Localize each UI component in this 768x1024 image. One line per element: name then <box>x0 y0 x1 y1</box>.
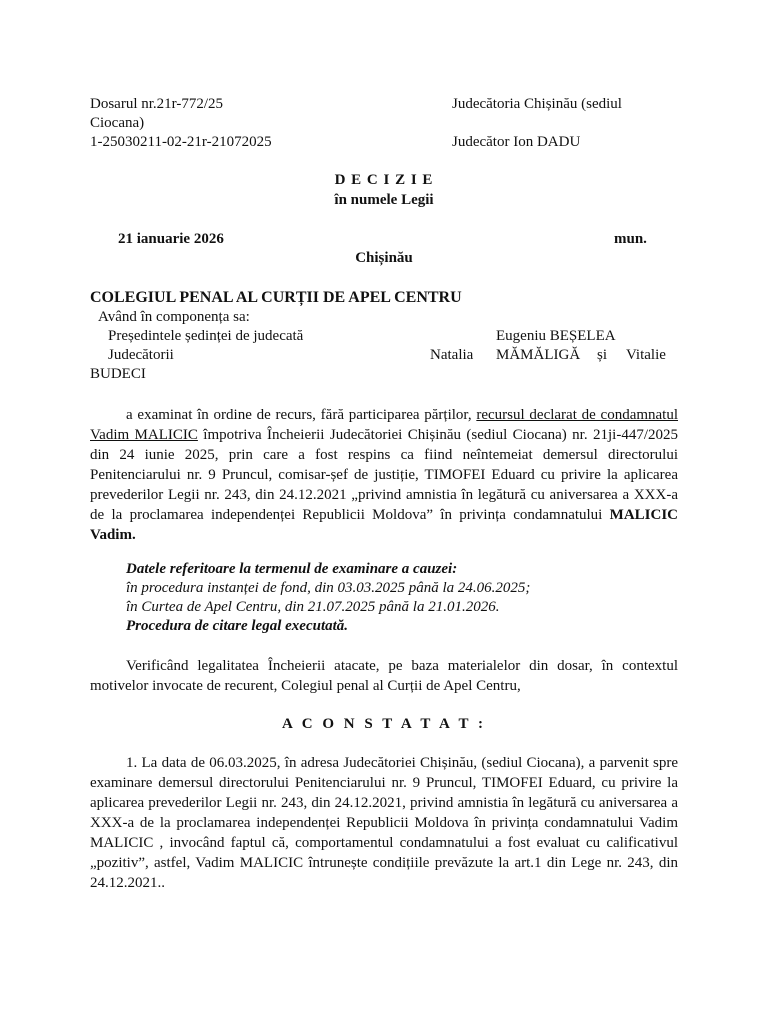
judge1-last-name: MĂMĂLIGĂ <box>496 347 581 363</box>
decision-date: 21 ianuarie 2026 <box>118 231 224 247</box>
judge2-first-name: Vitalie <box>626 347 666 363</box>
appeal-reference: recursul declarat de condamnatul Vadim MALICIC <box>90 407 679 443</box>
terms-heading: Datele referitoare la termenul de examinare a cauzei: <box>126 561 458 577</box>
convict-name: MALICIC Vadim. <box>90 507 678 543</box>
terms-appeal-court: în Curtea de Apel Centru, din 21.07.2025 până la 21.01.2026. <box>126 599 500 615</box>
intro-text-b: împotriva Încheierii Judecătoriei Chișinău (sediul Ciocana) nr. 21ji-447/2025 din 24 iunie 2025, prin care a fost respins ca fiind neîntemeiat demersul directorului Penitenciarului nr. 9 Pruncul, comisar-șef de justiție, TIMOFEI Eduard cu privire la aplicarea prevederilor Legii nr. 243, din 24.12.2021 „privind amnistia în legătură cu aniversarea a XXX-a de la proclamarea independenței Republicii Moldova” în privința condamnatului <box>90 427 678 523</box>
court-name: Judecătoria Chișinău (sediul <box>452 96 622 112</box>
terms-first-instance: în procedura instanței de fond, din 03.03.2025 până la 24.06.2025; <box>126 580 531 596</box>
judges-label: Judecătorii <box>108 347 174 363</box>
case-id: 1-25030211-02-21r-21072025 <box>90 134 272 150</box>
judge1-first-name: Natalia <box>430 347 474 363</box>
point-1-paragraph: 1. La data de 06.03.2025, în adresa Judecătoriei Chișinău, (sediul Ciocana), a parvenit spre examinare demersul directorului Penitenciarului nr. 9 Pruncul, TIMOFEI Eduard, cu privire la aplicarea prevederilor Legii nr. 243, din 24.12.2021, privind amnistia în legătură cu aniversarea a XXX-a de la proclamarea independenței Republicii Moldova în privința condamnatului Vadim MALICIC , invocând faptul că, comportamentul condamnatului a fost evaluat cu calificativul „pozitiv”, astfel, Vadim MALICIC întrunește condițiile prevăzute la art.1 din Lege nr. 243, din 24.12.2021.. <box>90 755 678 891</box>
verification-paragraph: Verificând legalitatea Încheierii atacate, pe baza materialelor din dosar, în contextul motivelor invocate de recurent, Colegiul penal al Curții de Apel Centru, <box>90 658 678 694</box>
first-instance-judge: Judecător Ion DADU <box>452 134 581 150</box>
citation-procedure: Procedura de citare legal executată. <box>126 618 349 634</box>
president-name: Eugeniu BEȘELEA <box>496 328 616 344</box>
decision-title: D E C I Z I E <box>334 172 434 188</box>
president-label: Președintele ședinței de judecată <box>108 328 304 344</box>
judge2-last-name: BUDECI <box>90 366 146 382</box>
intro-text-a: a examinat în ordine de recurs, fără participarea părților, <box>126 407 477 423</box>
panel-heading: COLEGIUL PENAL AL CURȚII DE APEL CENTRU <box>90 289 462 306</box>
case-number-continued: Ciocana) <box>90 115 145 131</box>
city-name: Chișinău <box>355 250 413 266</box>
intro-paragraph <box>90 405 678 545</box>
composition-label: Având în componența sa: <box>98 309 250 325</box>
city-prefix: mun. <box>614 231 647 247</box>
case-number: Dosarul nr.21r-772/25 <box>90 96 224 112</box>
found-heading: A C O N S T A T A T : <box>282 716 486 732</box>
decision-subtitle: în numele Legii <box>334 192 434 208</box>
and-conjunction: și <box>597 347 608 363</box>
